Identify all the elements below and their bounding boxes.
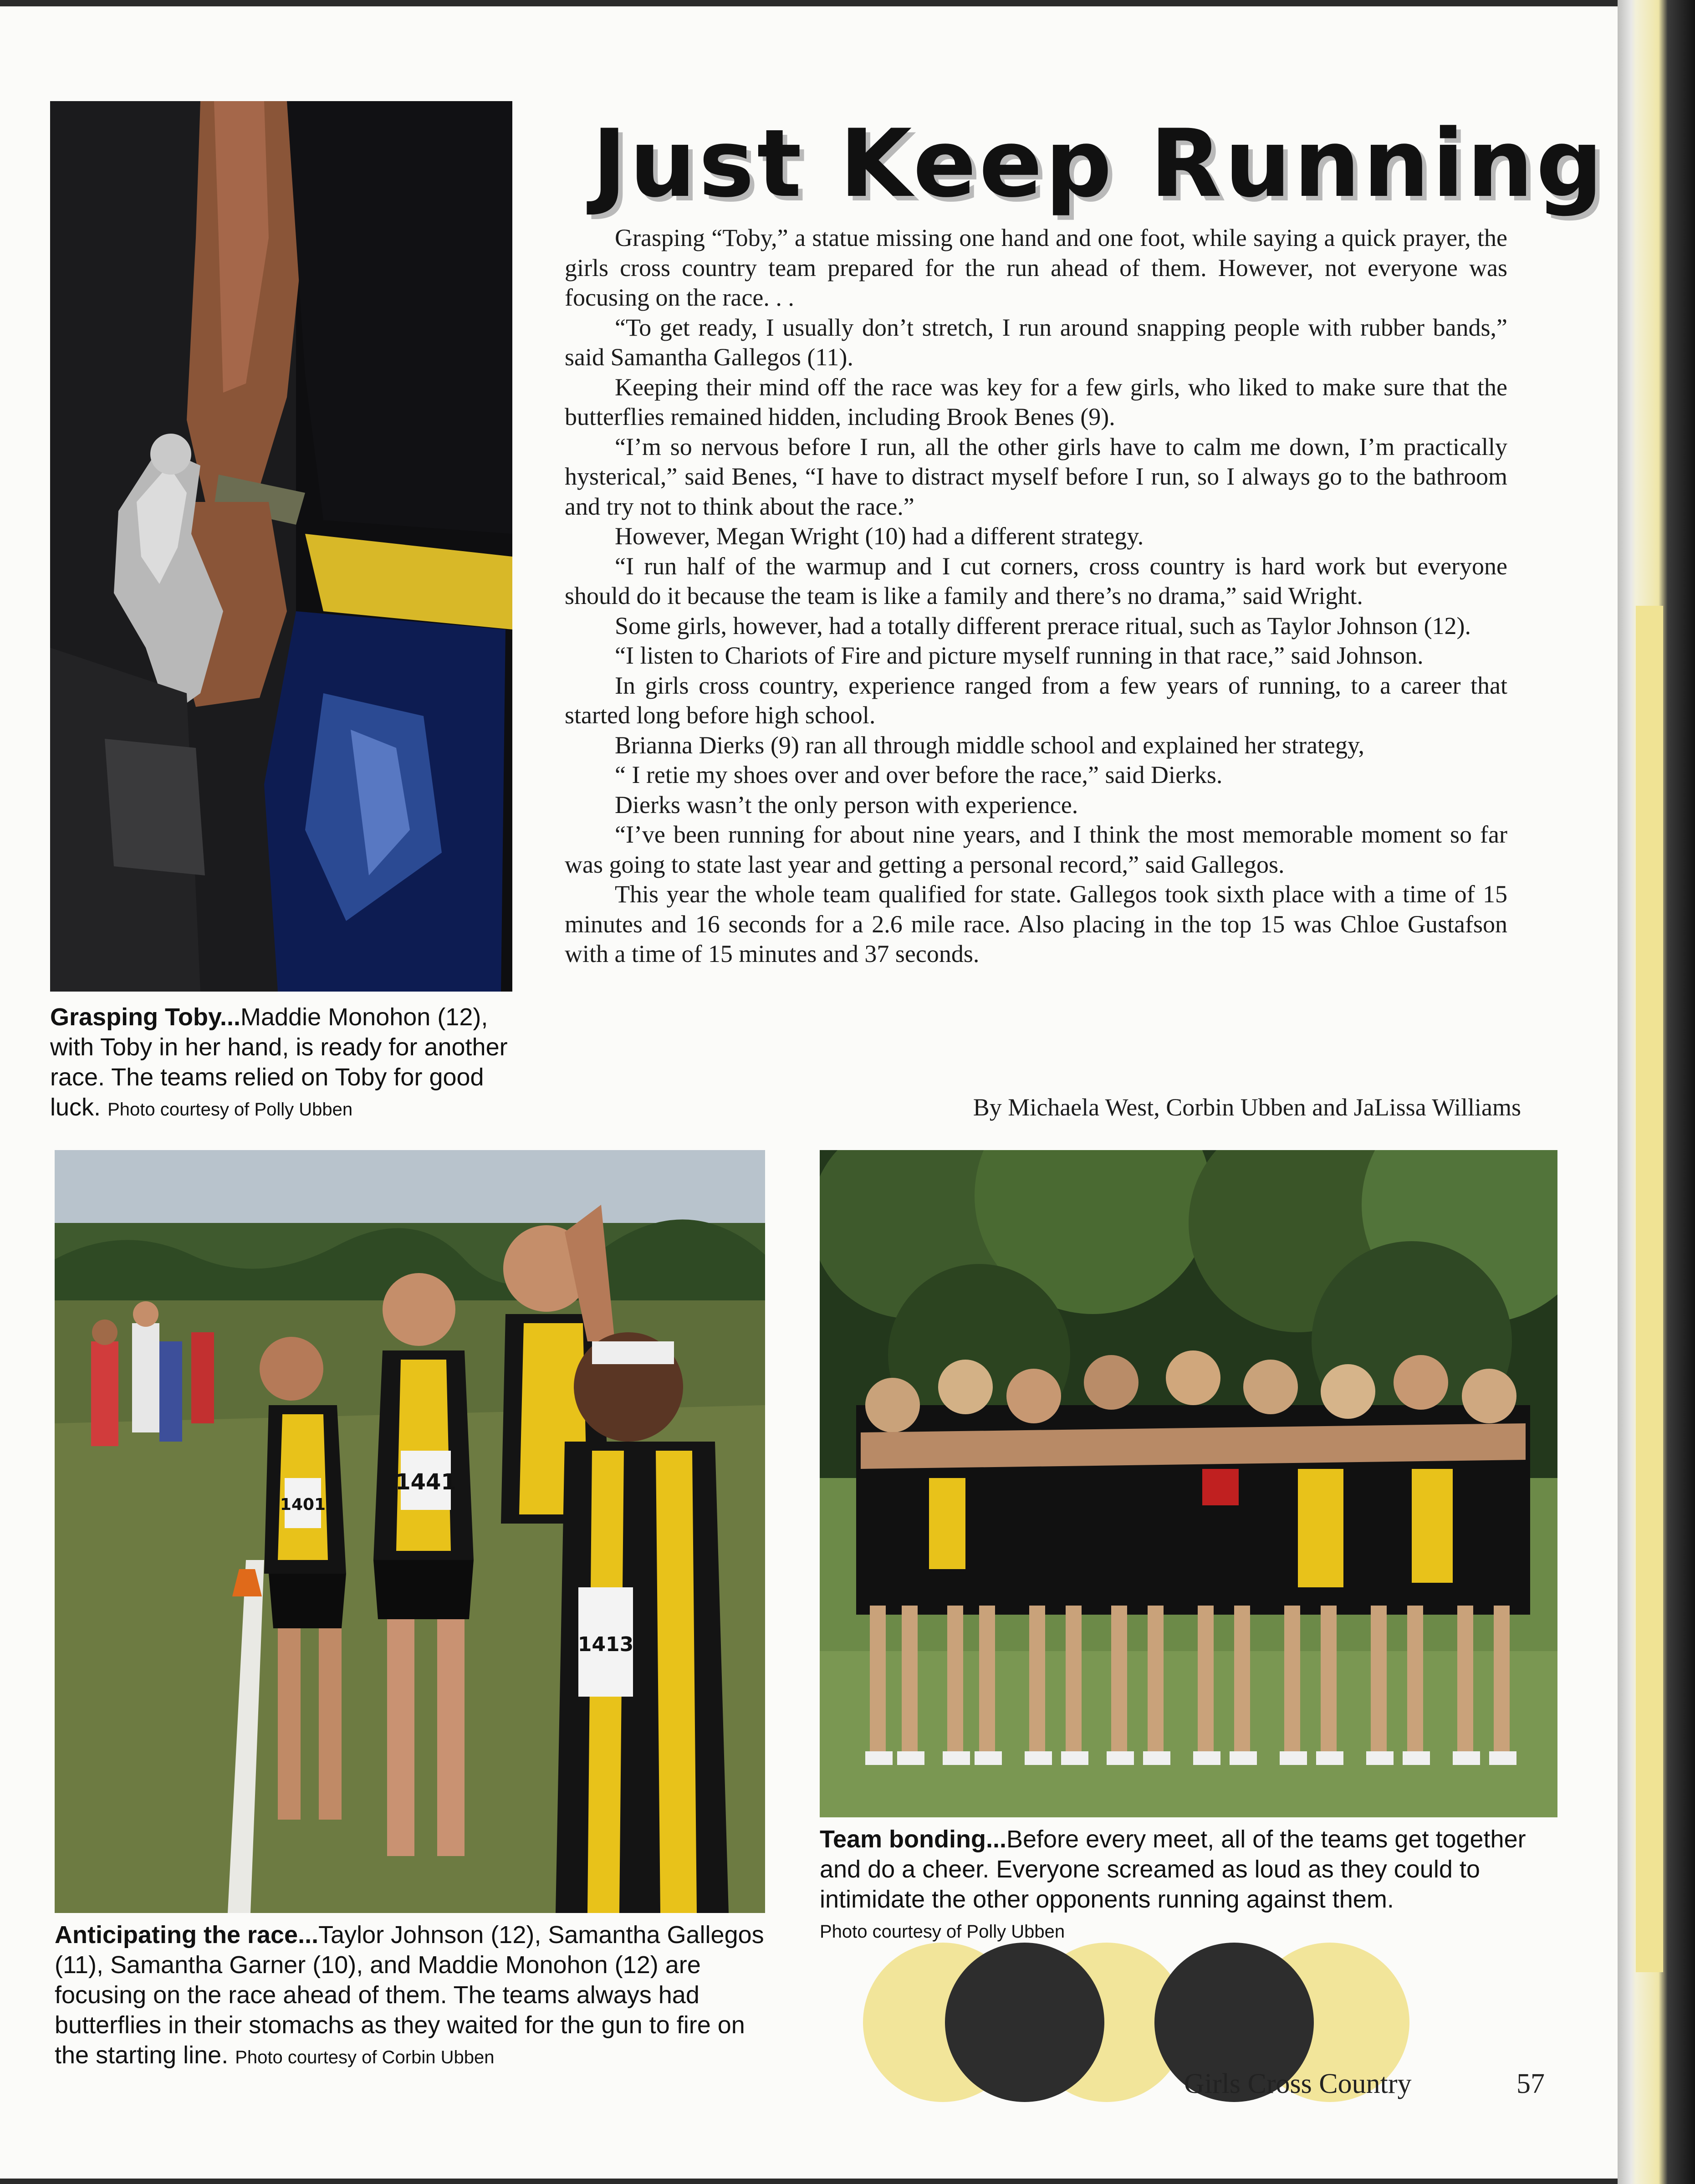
article-paragraph: “I run half of the warmup and I cut corners, cross country is hard work but everyone should do it because the team is like a family and there’s no drama,” said Wright. <box>565 552 1507 609</box>
caption-text: Maddie Monohon (12), with Toby in her hand, is ready for another race. The teams relied on Toby for good luck. <box>50 1003 508 1121</box>
article-paragraph: “I listen to Chariots of Fire and picture myself running in that race,” said Johnson. <box>615 642 1424 669</box>
article-paragraph: Grasping “Toby,” a statue missing one hand and one foot, while saying a quick prayer, the girls cross country team prepared for the run ahead of them. However, not everyone was focusing on the race. . . <box>565 224 1507 311</box>
dark-circle <box>945 1943 1104 2102</box>
article-paragraph: Brianna Dierks (9) ran all through middle school and explained her strategy, <box>615 731 1364 759</box>
bottom-border <box>0 2179 1621 2184</box>
caption-text: Taylor Johnson (12), Samantha Gallegos (11), Samantha Garner (10), and Maddie Monohon (12) are focusing on the race ahead of them. The teams always had butterflies in their stomachs as they waited for the gun to fire on the starting line. <box>55 1921 764 2069</box>
article-paragraph: “ I retie my shoes over and over before the race,” said Dierks. <box>615 761 1223 788</box>
team-photo <box>820 1150 1557 1817</box>
section-label: Girls Cross Country <box>1184 2068 1412 2099</box>
bib-number: 1401 <box>280 1495 326 1514</box>
article-paragraph: “I’m so nervous before I run, all the other girls have to calm me down, I’m practically hysterical,” said Benes, “I have to distract myself before I run, so I always go to the bathroom and try not to think about the race.” <box>565 433 1507 520</box>
race-photo <box>55 1150 765 1913</box>
bib-number: 1413 <box>577 1633 634 1656</box>
caption-lead: Anticipating the race... <box>55 1921 319 1949</box>
photo-credit: Photo courtesy of Polly Ubben <box>107 1100 353 1120</box>
article-paragraph: Dierks wasn’t the only person with experience. <box>615 791 1078 818</box>
byline: By Michaela West, Corbin Ubben and JaLissa Williams <box>973 1094 1521 1121</box>
caption-text: Before every meet, all of the teams get together and do a cheer. Everyone screamed as loud as they could to intimidate the other opponents running against them. <box>820 1826 1526 1913</box>
team-caption <box>820 1824 1530 1947</box>
bib-number: 1441 <box>395 1469 456 1495</box>
race-caption <box>55 1920 774 2072</box>
photo-credit: Photo courtesy of Corbin Ubben <box>235 2047 495 2067</box>
page-number: 57 <box>1516 2068 1545 2099</box>
article-paragraph: Keeping their mind off the race was key for a few girls, who liked to make sure that the butterflies remained hidden, including Brook Benes (9). <box>565 373 1507 430</box>
toby-photo <box>50 101 512 992</box>
article-paragraph: However, Megan Wright (10) had a different strategy. <box>615 522 1144 550</box>
caption-lead: Team bonding... <box>820 1826 1006 1853</box>
spine-yellow-strip <box>1636 606 1663 1972</box>
article-body <box>565 223 1507 969</box>
article-paragraph: In girls cross country, experience ranged from a few years of running, to a career that started long before high school. <box>565 671 1507 729</box>
article-paragraph: Some girls, however, had a totally different prerace ritual, such as Taylor Johnson (12). <box>615 612 1471 639</box>
book-spine <box>1618 0 1695 2184</box>
top-border <box>0 0 1621 6</box>
toby-caption <box>50 1002 515 1125</box>
caption-lead: Grasping Toby... <box>50 1003 241 1031</box>
article-paragraph: “I’ve been running for about nine years, and I think the most memorable moment so far was going to state last year and getting a personal record,” said Gallegos. <box>565 821 1507 878</box>
page-title: Just Keep Running <box>592 110 1606 218</box>
article-paragraph: This year the whole team qualified for state. Gallegos took sixth place with a time of 15 minutes and 16 seconds for a 2.6 mile race. Also placing in the top 15 was Chloe Gustafson with a time of 15 minutes and 37 seconds. <box>565 880 1507 967</box>
article-paragraph: “To get ready, I usually don’t stretch, I run around snapping people with rubber bands,” said Samantha Gallegos (11). <box>565 313 1507 371</box>
photo-credit: Photo courtesy of Polly Ubben <box>820 1922 1065 1942</box>
